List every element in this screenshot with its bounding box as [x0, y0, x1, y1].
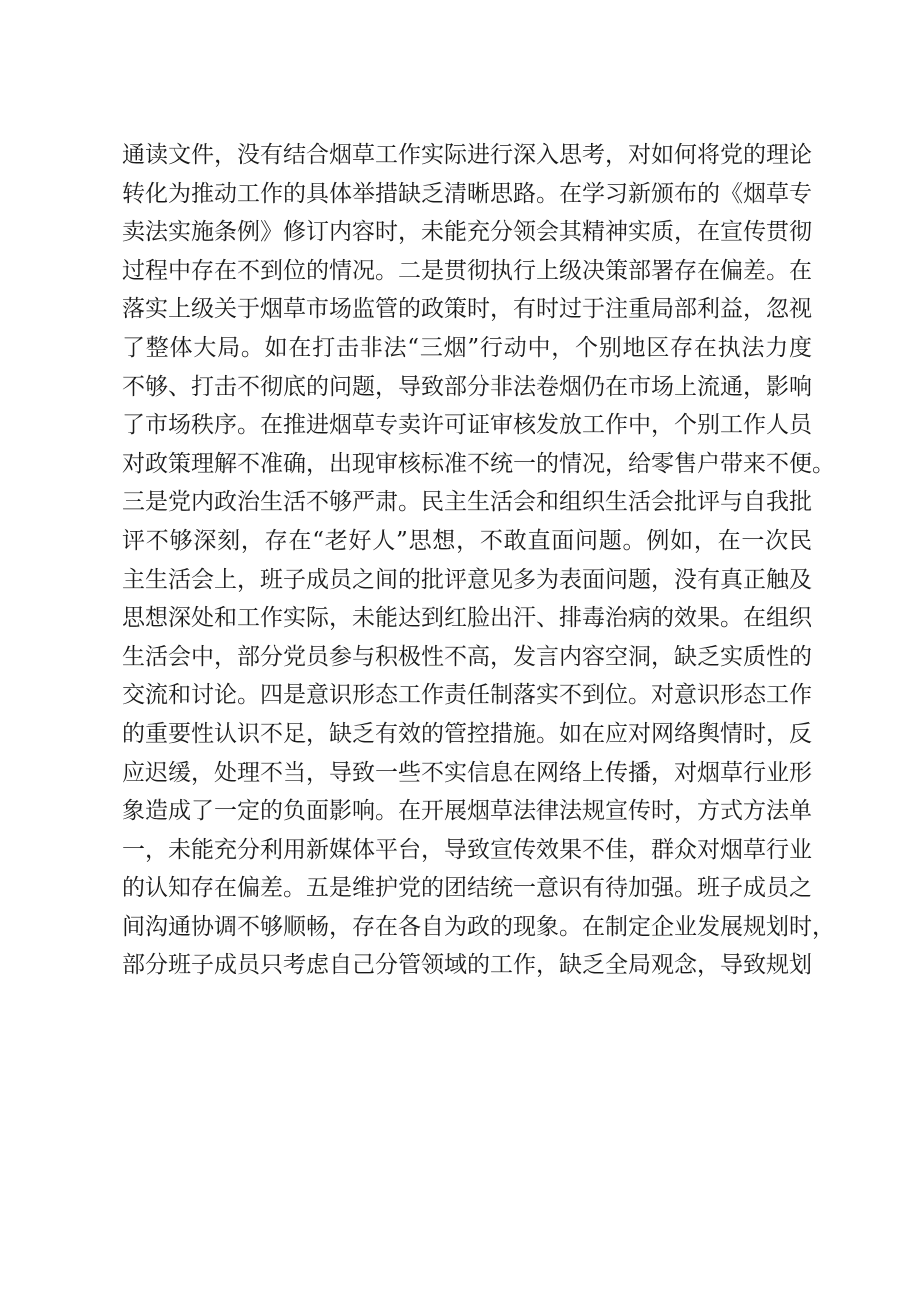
text-line: 一，未能充分利用新媒体平台，导致宣传效果不佳，群众对烟草行业: [122, 836, 812, 863]
text-line: 的重要性认识不足，缺乏有效的管控措施。如在应对网络舆情时，反: [122, 720, 812, 747]
text-line: 不够、打击不彻底的问题，导致部分非法卷烟仍在市场上流通，影响: [122, 373, 812, 400]
text-line: 的认知存在偏差。五是维护党的团结统一意识有待加强。班子成员之: [122, 875, 812, 902]
text-line: 间沟通协调不够顺畅，存在各自为政的现象。在制定企业发展规划时，: [122, 913, 835, 940]
text-line: 交流和讨论。四是意识形态工作责任制落实不到位。对意识形态工作: [122, 682, 812, 709]
text-line: 应迟缓，处理不当，导致一些不实信息在网络上传播，对烟草行业形: [122, 759, 812, 786]
text-line: 转化为推动工作的具体举措缺乏清晰思路。在学习新颁布的《烟草专: [122, 180, 812, 207]
text-line: 思想深处和工作实际，未能达到红脸出汗、排毒治病的效果。在组织: [122, 605, 812, 632]
text-line: 卖法实施条例》修订内容时，未能充分领会其精神实质，在宣传贯彻: [122, 219, 812, 246]
text-line: 象造成了一定的负面影响。在开展烟草法律法规宣传时，方式方法单: [122, 798, 812, 825]
text-line: 过程中存在不到位的情况。二是贯彻执行上级决策部署存在偏差。在: [122, 257, 812, 284]
text-line: 通读文件，没有结合烟草工作实际进行深入思考，对如何将党的理论: [122, 142, 812, 168]
text-line: 落实上级关于烟草市场监管的政策时，有时过于注重局部利益，忽视: [122, 296, 812, 323]
text-line: 生活会中，部分党员参与积极性不高，发言内容空洞，缺乏实质性的: [122, 643, 812, 670]
text-line: 主生活会上，班子成员之间的批评意见多为表面问题，没有真正触及: [122, 566, 812, 593]
body-text: [122, 136, 835, 985]
text-line: 了整体大局。如在打击非法“三烟”行动中，个别地区存在执法力度: [122, 334, 812, 361]
text-line: 三是党内政治生活不够严肃。民主生活会和组织生活会批评与自我批: [122, 489, 812, 516]
text-line: 对政策理解不准确，出现审核标准不统一的情况，给零售户带来不便。: [122, 450, 835, 477]
text-line: 了市场秩序。在推进烟草专卖许可证审核发放工作中，个别工作人员: [122, 412, 812, 439]
text-line: 部分班子成员只考虑自己分管领域的工作，缺乏全局观念，导致规划: [122, 952, 812, 979]
text-line: 评不够深刻，存在“老好人”思想，不敢直面问题。例如，在一次民: [122, 527, 812, 554]
